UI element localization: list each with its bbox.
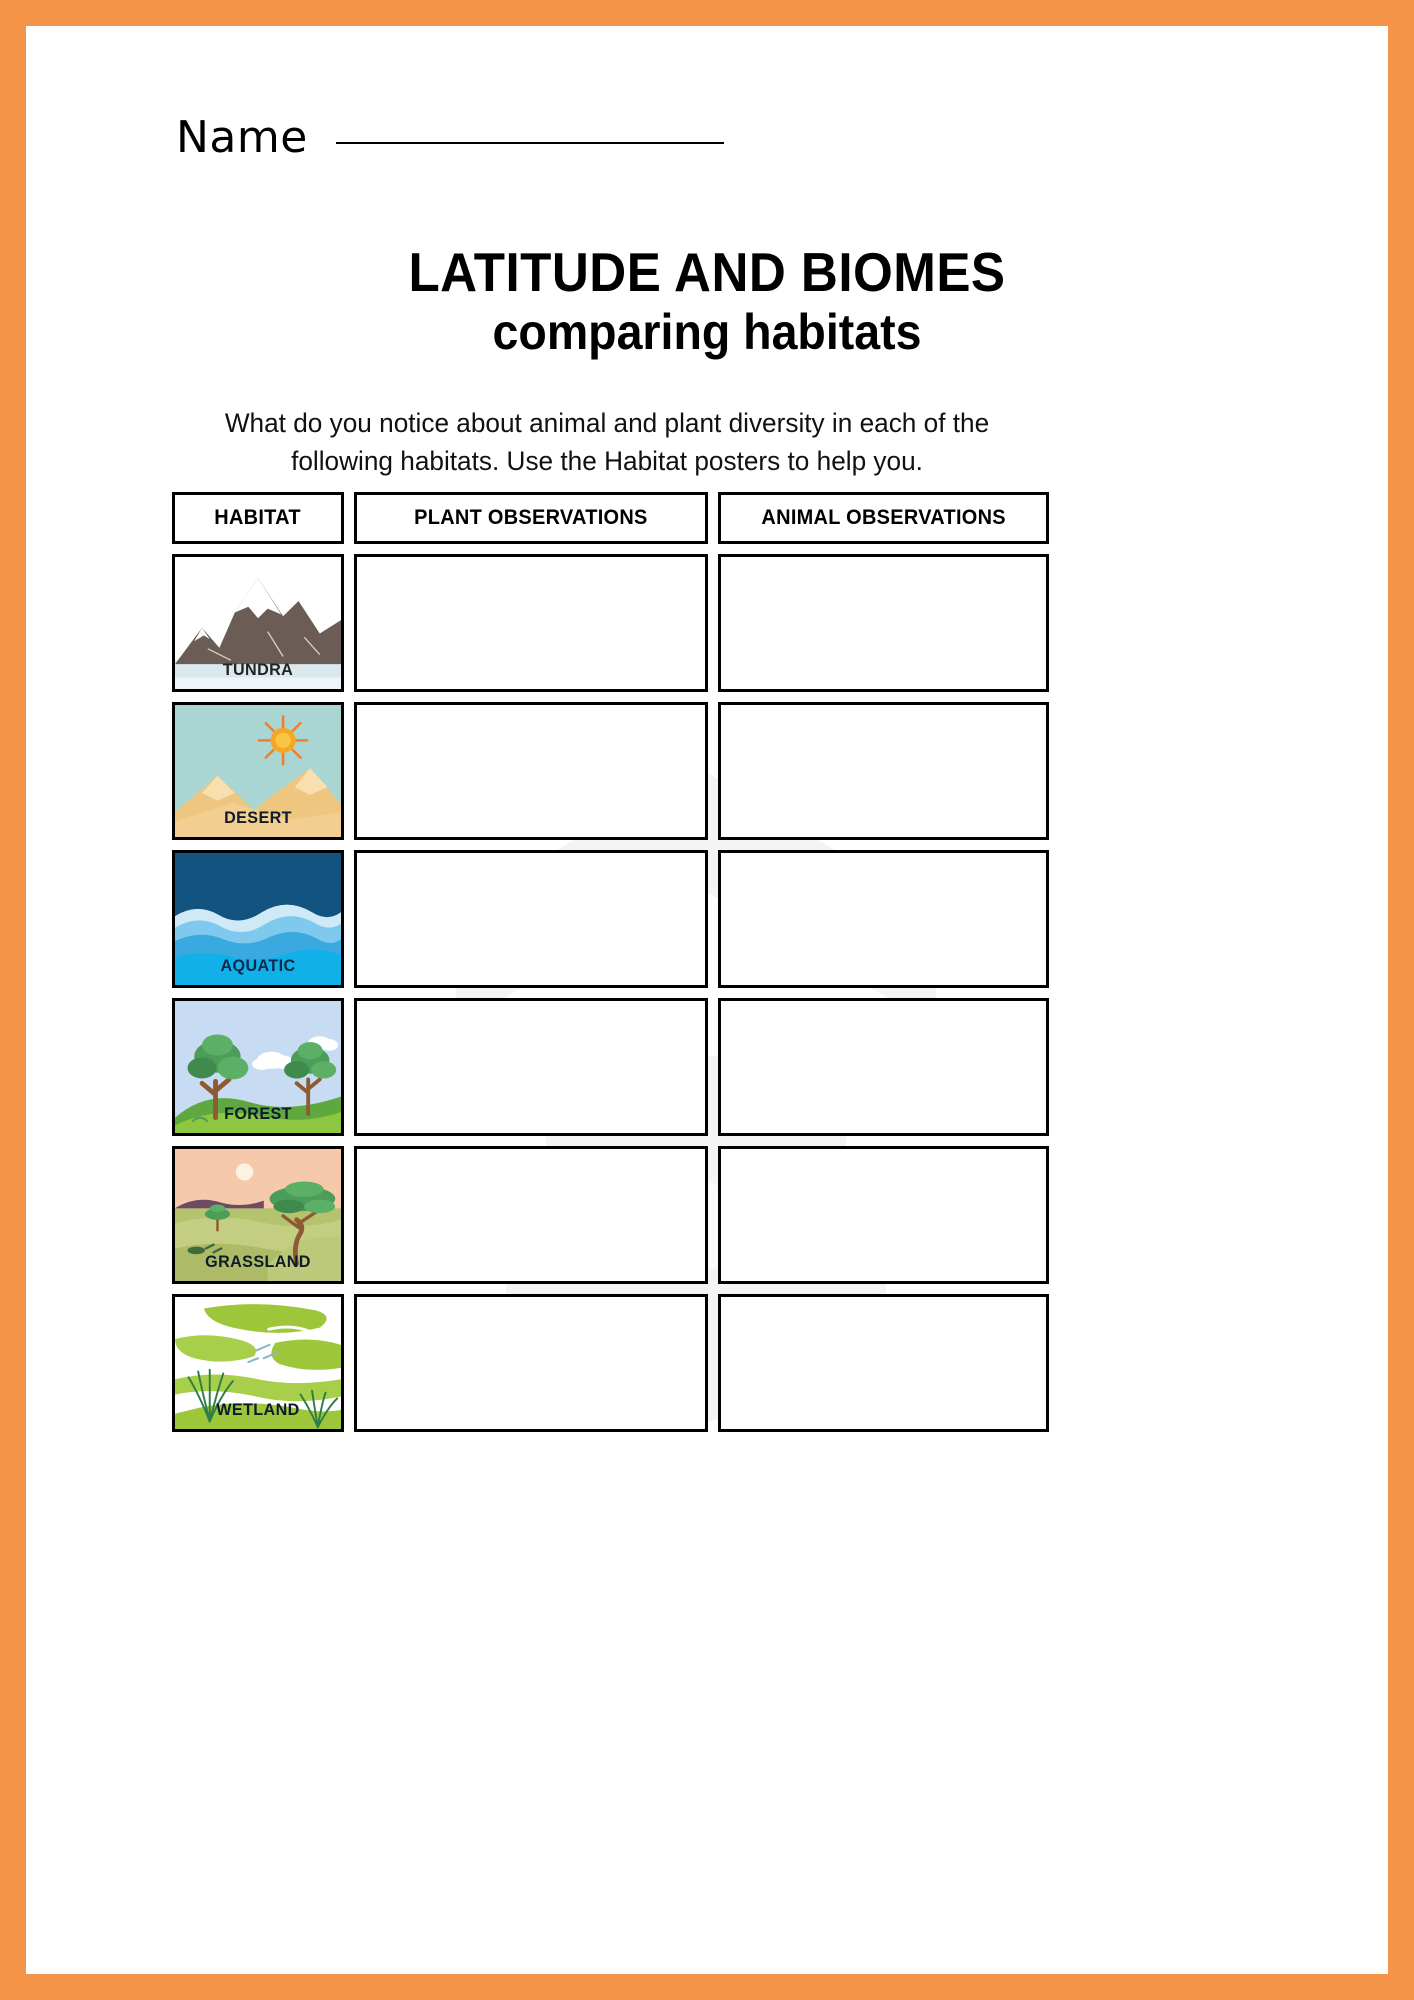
header-cell-animal-observations bbox=[718, 492, 1049, 544]
plant-observations-cell-tundra[interactable] bbox=[354, 554, 708, 692]
habitat-cell-grassland bbox=[172, 1146, 344, 1284]
instructions bbox=[219, 404, 995, 481]
title-main: LATITUDE AND BIOMES bbox=[408, 241, 1006, 303]
animal-observations-cell-forest[interactable] bbox=[718, 998, 1049, 1136]
habitat-label-tundra: TUNDRA bbox=[222, 660, 294, 679]
animal-observations-cell-desert[interactable] bbox=[718, 702, 1049, 840]
plant-observations-cell-aquatic[interactable] bbox=[354, 850, 708, 988]
habitat-label-grassland: GRASSLAND bbox=[205, 1252, 311, 1271]
habitat-cell-tundra bbox=[172, 554, 344, 692]
habitat-label-desert: DESERT bbox=[224, 808, 292, 827]
header-cell-plant-observations bbox=[354, 492, 708, 544]
table-row bbox=[172, 702, 1049, 840]
table-row bbox=[172, 1146, 1049, 1284]
plant-observations-cell-grassland[interactable] bbox=[354, 1146, 708, 1284]
animal-observations-cell-tundra[interactable] bbox=[718, 554, 1049, 692]
habitat-cell-wetland bbox=[172, 1294, 344, 1432]
plant-observations-cell-wetland[interactable] bbox=[354, 1294, 708, 1432]
habitat-cell-desert bbox=[172, 702, 344, 840]
header-label-habitat: HABITAT bbox=[214, 506, 302, 529]
animal-observations-cell-aquatic[interactable] bbox=[718, 850, 1049, 988]
header-label-plant-observations: PLANT OBSERVATIONS bbox=[414, 506, 648, 529]
table-row bbox=[172, 850, 1049, 988]
name-input-line[interactable] bbox=[336, 142, 724, 144]
table-row bbox=[172, 554, 1049, 692]
name-field[interactable] bbox=[176, 112, 724, 163]
worksheet-page bbox=[26, 26, 1388, 1974]
habitat-cell-aquatic bbox=[172, 850, 344, 988]
plant-observations-cell-desert[interactable] bbox=[354, 702, 708, 840]
table-row bbox=[172, 998, 1049, 1136]
name-label: Name bbox=[176, 112, 308, 163]
habitat-label-wetland: WETLAND bbox=[216, 1400, 300, 1419]
header-cell-habitat bbox=[172, 492, 344, 544]
instructions-line-1: What do you notice about animal and plant diversity in each of the bbox=[224, 408, 990, 438]
habitat-cell-forest bbox=[172, 998, 344, 1136]
page-title bbox=[26, 241, 1388, 361]
animal-observations-cell-wetland[interactable] bbox=[718, 1294, 1049, 1432]
instructions-line-2: following habitats. Use the Habitat posters to help you. bbox=[291, 446, 923, 477]
animal-observations-cell-grassland[interactable] bbox=[718, 1146, 1049, 1284]
table-header-row bbox=[172, 492, 1049, 544]
table-row bbox=[172, 1294, 1049, 1432]
plant-observations-cell-forest[interactable] bbox=[354, 998, 708, 1136]
habitat-label-aquatic: AQUATIC bbox=[220, 956, 296, 975]
habitat-label-forest: FOREST bbox=[224, 1104, 292, 1123]
title-subtitle: comparing habitats bbox=[492, 303, 922, 360]
sun-icon bbox=[259, 716, 307, 764]
habitat-table bbox=[172, 492, 1049, 1442]
header-label-animal-observations: ANIMAL OBSERVATIONS bbox=[761, 506, 1006, 529]
sun-icon bbox=[236, 1163, 253, 1180]
